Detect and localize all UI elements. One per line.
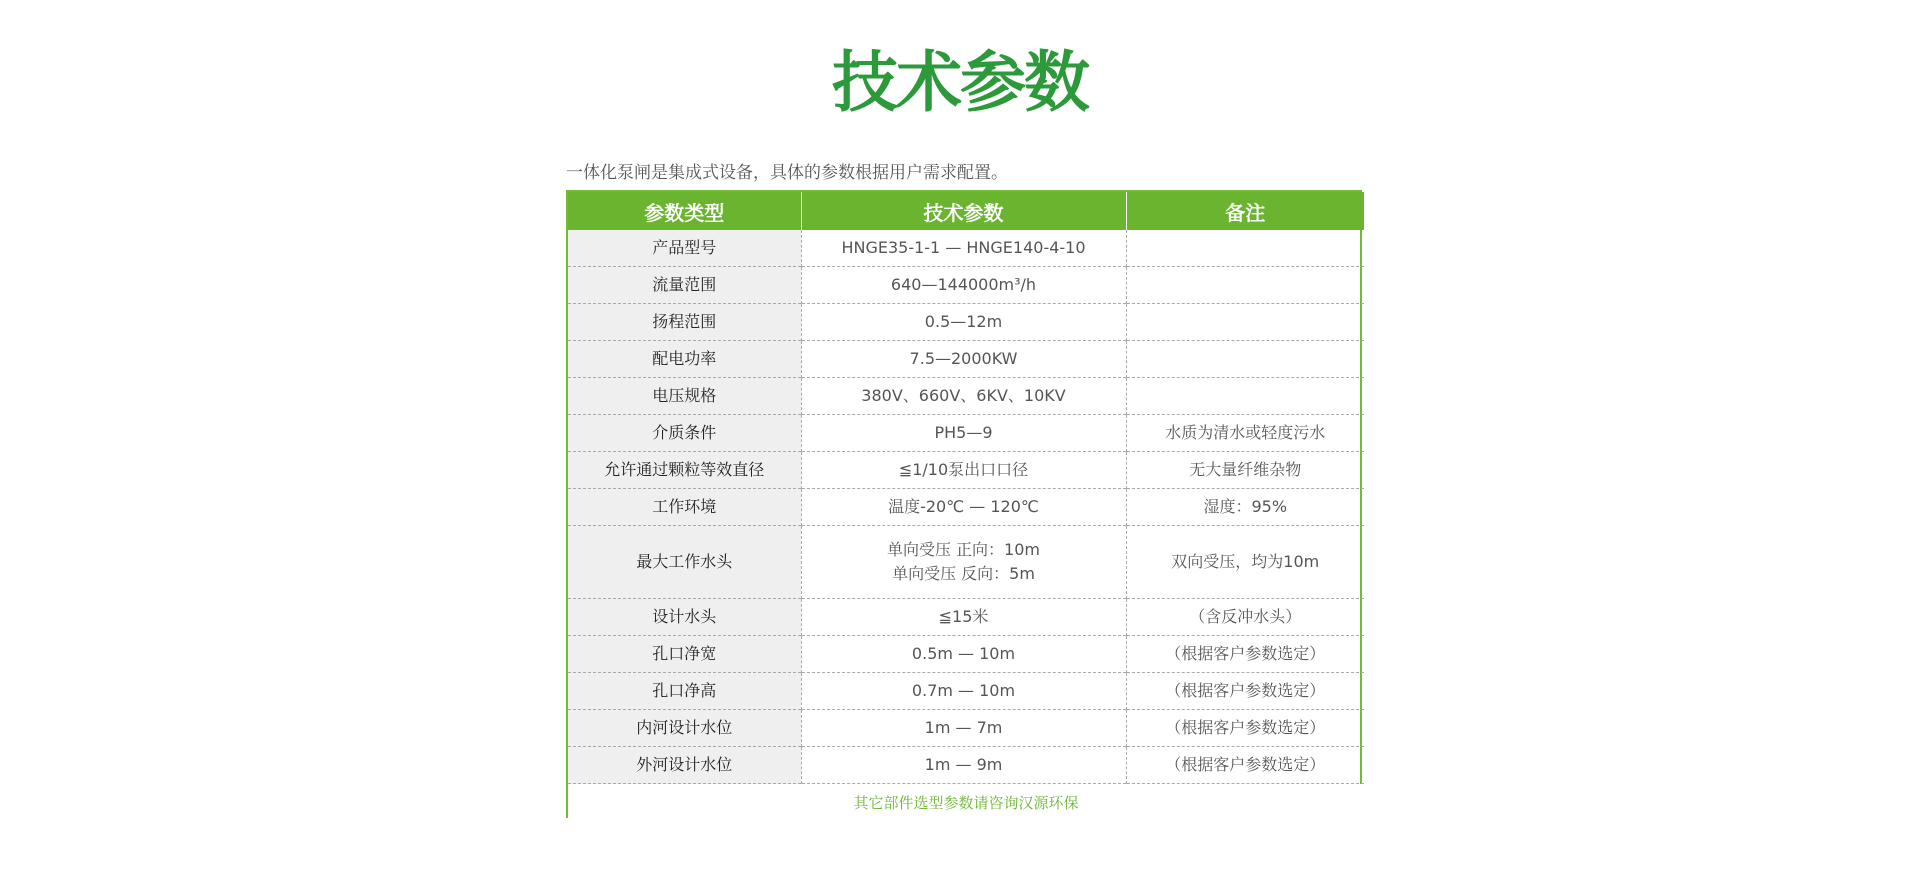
row-value <box>801 526 1126 599</box>
row-value: 380V、660V、6KV、10KV <box>801 378 1126 415</box>
row-note <box>1126 230 1364 267</box>
table-row <box>568 747 1364 784</box>
spec-table <box>568 192 1364 821</box>
table-footer-text: 其它部件选型参数请咨询汉源环保 <box>568 784 1364 822</box>
row-name: 设计水头 <box>568 599 801 636</box>
row-value: HNGE35-1-1 — HNGE140-4-10 <box>801 230 1126 267</box>
header-param-type: 参数类型 <box>568 192 801 230</box>
row-value: ≦15米 <box>801 599 1126 636</box>
row-value: ≦1/10泵出口口径 <box>801 452 1126 489</box>
row-name: 允许通过颗粒等效直径 <box>568 452 801 489</box>
row-note <box>1126 378 1364 415</box>
table-footer-row <box>568 784 1364 822</box>
row-note: （根据客户参数选定） <box>1126 636 1364 673</box>
row-note: 无大量纤维杂物 <box>1126 452 1364 489</box>
row-value-line: 单向受压 反向：5m <box>892 564 1035 583</box>
table-row <box>568 415 1364 452</box>
row-name: 工作环境 <box>568 489 801 526</box>
row-note <box>1126 267 1364 304</box>
table-row <box>568 599 1364 636</box>
row-note: （根据客户参数选定） <box>1126 710 1364 747</box>
table-row <box>568 378 1364 415</box>
table-row <box>568 230 1364 267</box>
row-value: 640—144000m³/h <box>801 267 1126 304</box>
table-row <box>568 489 1364 526</box>
row-note: （根据客户参数选定） <box>1126 747 1364 784</box>
header-note: 备注 <box>1126 192 1364 230</box>
table-row <box>568 267 1364 304</box>
row-name: 内河设计水位 <box>568 710 801 747</box>
row-name: 孔口净高 <box>568 673 801 710</box>
row-value: 温度-20℃ — 120℃ <box>801 489 1126 526</box>
table-row <box>568 710 1364 747</box>
row-value: 1m — 7m <box>801 710 1126 747</box>
header-tech-param: 技术参数 <box>801 192 1126 230</box>
row-name: 产品型号 <box>568 230 801 267</box>
row-name: 外河设计水位 <box>568 747 801 784</box>
row-value: PH5—9 <box>801 415 1126 452</box>
row-note <box>1126 304 1364 341</box>
row-value: 1m — 9m <box>801 747 1126 784</box>
row-value: 0.5—12m <box>801 304 1126 341</box>
row-note: 湿度：95% <box>1126 489 1364 526</box>
table-row <box>568 452 1364 489</box>
row-note <box>1126 341 1364 378</box>
row-name: 配电功率 <box>568 341 801 378</box>
spec-table-container <box>566 190 1362 818</box>
row-value: 0.7m — 10m <box>801 673 1126 710</box>
table-row <box>568 673 1364 710</box>
row-note: （根据客户参数选定） <box>1126 673 1364 710</box>
page-title: 技术参数 <box>832 44 1088 121</box>
row-note: 双向受压，均为10m <box>1126 526 1364 599</box>
row-name: 电压规格 <box>568 378 801 415</box>
row-note: （含反冲水头） <box>1126 599 1364 636</box>
row-value: 7.5—2000KW <box>801 341 1126 378</box>
intro-text: 一体化泵闸是集成式设备，具体的参数根据用户需求配置。 <box>566 163 1008 183</box>
row-name: 扬程范围 <box>568 304 801 341</box>
table-row <box>568 526 1364 599</box>
row-value: 0.5m — 10m <box>801 636 1126 673</box>
row-value-line: 单向受压 正向：10m <box>886 540 1041 559</box>
row-name: 孔口净宽 <box>568 636 801 673</box>
row-name: 最大工作水头 <box>568 526 801 599</box>
table-row <box>568 341 1364 378</box>
table-row <box>568 636 1364 673</box>
row-note: 水质为清水或轻度污水 <box>1126 415 1364 452</box>
table-header-row <box>568 192 1364 230</box>
row-name: 流量范围 <box>568 267 801 304</box>
table-row <box>568 304 1364 341</box>
row-name: 介质条件 <box>568 415 801 452</box>
